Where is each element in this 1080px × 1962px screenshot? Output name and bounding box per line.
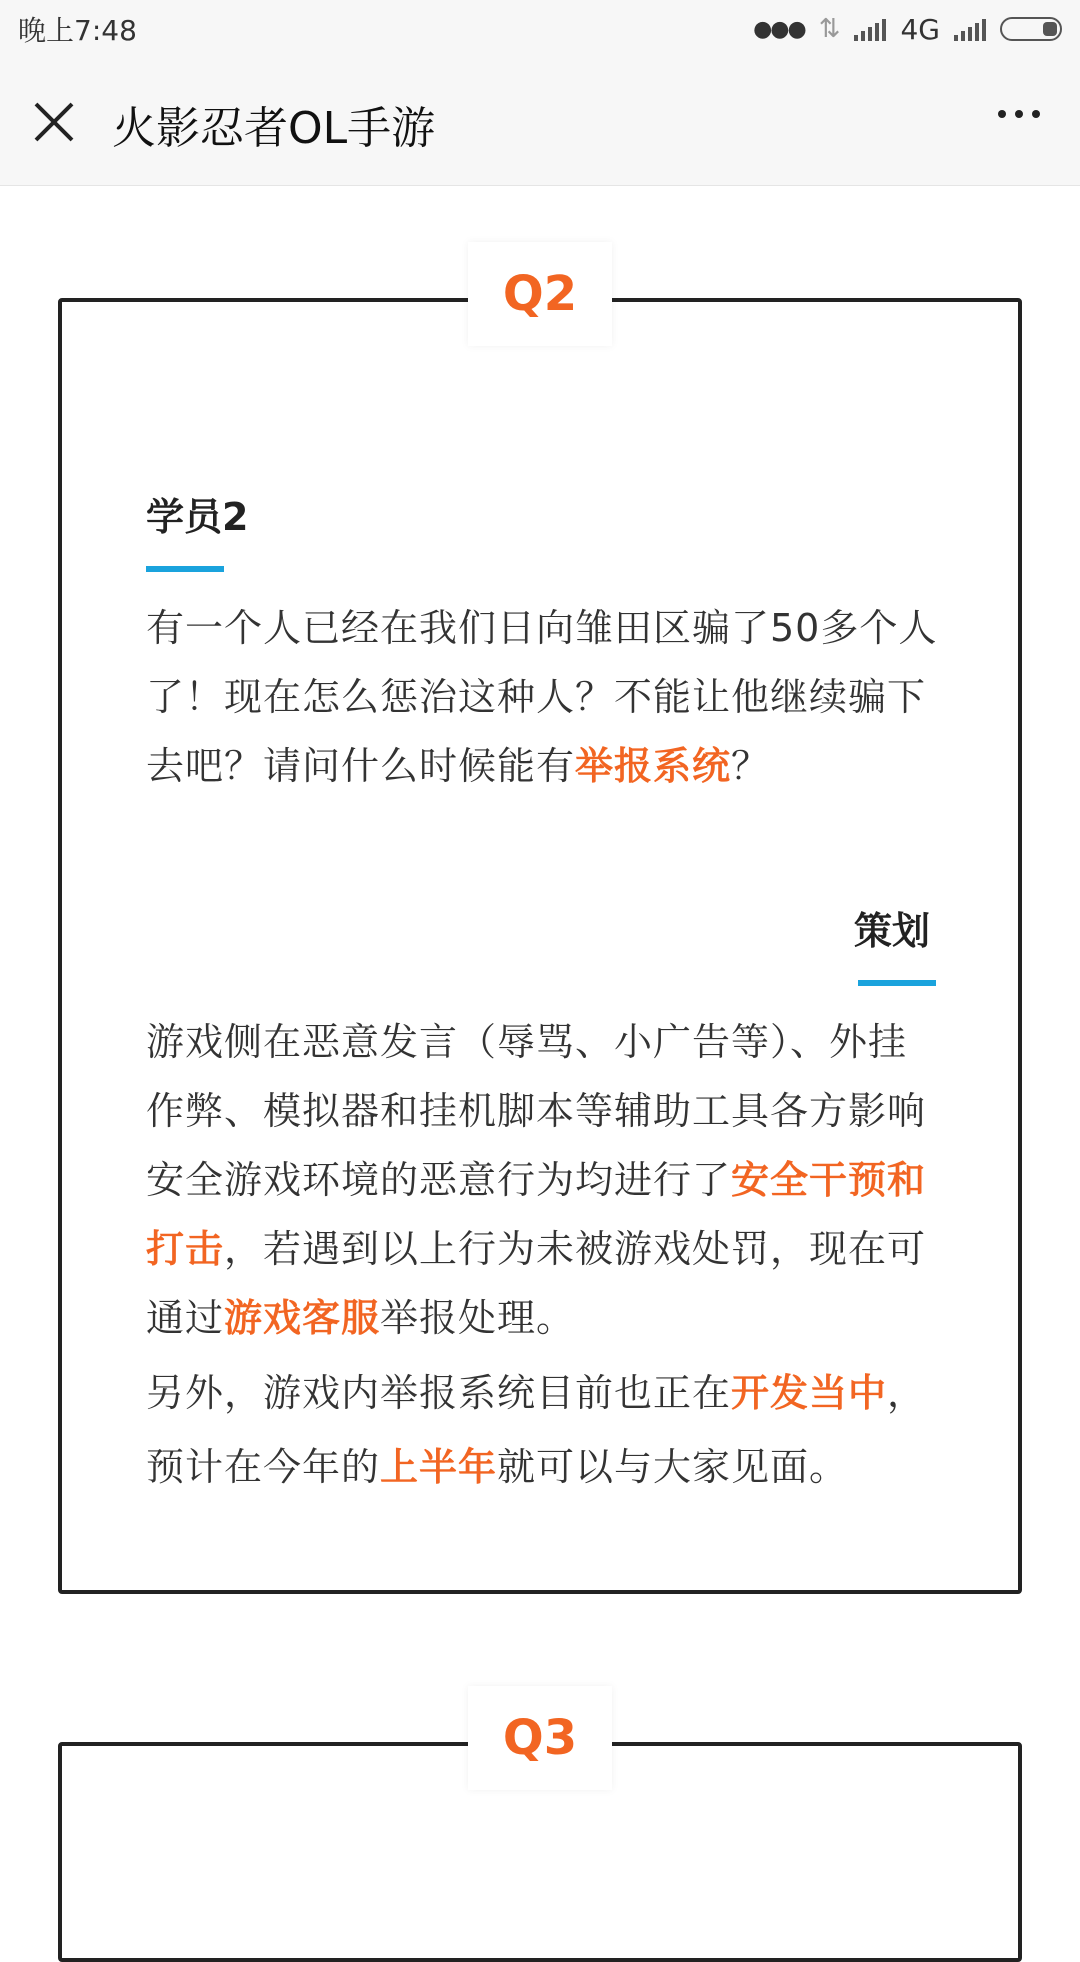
answer-text: ，预计在今年的 bbox=[146, 1371, 927, 1489]
student-name: 学员2 bbox=[146, 495, 249, 539]
q3-label: Q3 bbox=[468, 1686, 612, 1790]
page-title: 火影忍者OL手游 bbox=[112, 103, 436, 154]
answer-text: 游戏侧在恶意发言（辱骂、小广告等）、外挂作弊、模拟器和挂机脚本等辅助工具各方影响安全游戏环境的恶意行为均进行了 bbox=[146, 1020, 927, 1202]
signal-icon bbox=[854, 17, 886, 41]
answer-text: 就可以与大家见面。 bbox=[497, 1445, 849, 1489]
status-icons bbox=[753, 13, 1062, 46]
highlight-first-half-year: 上半年 bbox=[380, 1445, 498, 1489]
highlight-report-system: 举报系统 bbox=[575, 744, 732, 788]
highlight-developing: 开发当中 bbox=[731, 1371, 888, 1415]
planner-underline bbox=[858, 980, 936, 986]
planner-answer-1 bbox=[146, 1008, 938, 1353]
more-notifications-icon: ●●● bbox=[753, 16, 805, 42]
data-transfer-icon: ⇅ bbox=[818, 14, 841, 44]
answer-text: 另外，游戏内举报系统目前也正在 bbox=[146, 1371, 732, 1415]
answer-text: 举报处理。 bbox=[380, 1296, 576, 1340]
nav-bar bbox=[0, 58, 1080, 186]
highlight-customer-service: 游戏客服 bbox=[224, 1296, 381, 1340]
student-question bbox=[146, 594, 938, 801]
close-icon[interactable] bbox=[30, 98, 78, 146]
network-type: 4G bbox=[900, 12, 940, 46]
signal-icon-2 bbox=[954, 17, 986, 41]
student-text: 有一个人已经在我们日向雏田区骗了50多个人了！现在怎么惩治这种人？不能让他继续骗下去吧？请问什么时候能有 bbox=[146, 606, 938, 788]
battery-icon bbox=[1000, 17, 1062, 41]
planner-answer-2 bbox=[146, 1356, 938, 1504]
planner-name: 策划 bbox=[853, 909, 930, 953]
q2-label: Q2 bbox=[468, 242, 612, 346]
student-underline bbox=[146, 566, 224, 572]
highlight-security: 安全干预和打击 bbox=[146, 1158, 927, 1271]
answer-text: ，若遇到以上行为未被游戏处罚，现在可通过 bbox=[146, 1227, 927, 1340]
more-menu-icon[interactable] bbox=[998, 110, 1040, 118]
student-text-end: ？ bbox=[731, 744, 771, 788]
status-time: 晚上7:48 bbox=[18, 14, 137, 47]
status-bar bbox=[0, 0, 1080, 58]
